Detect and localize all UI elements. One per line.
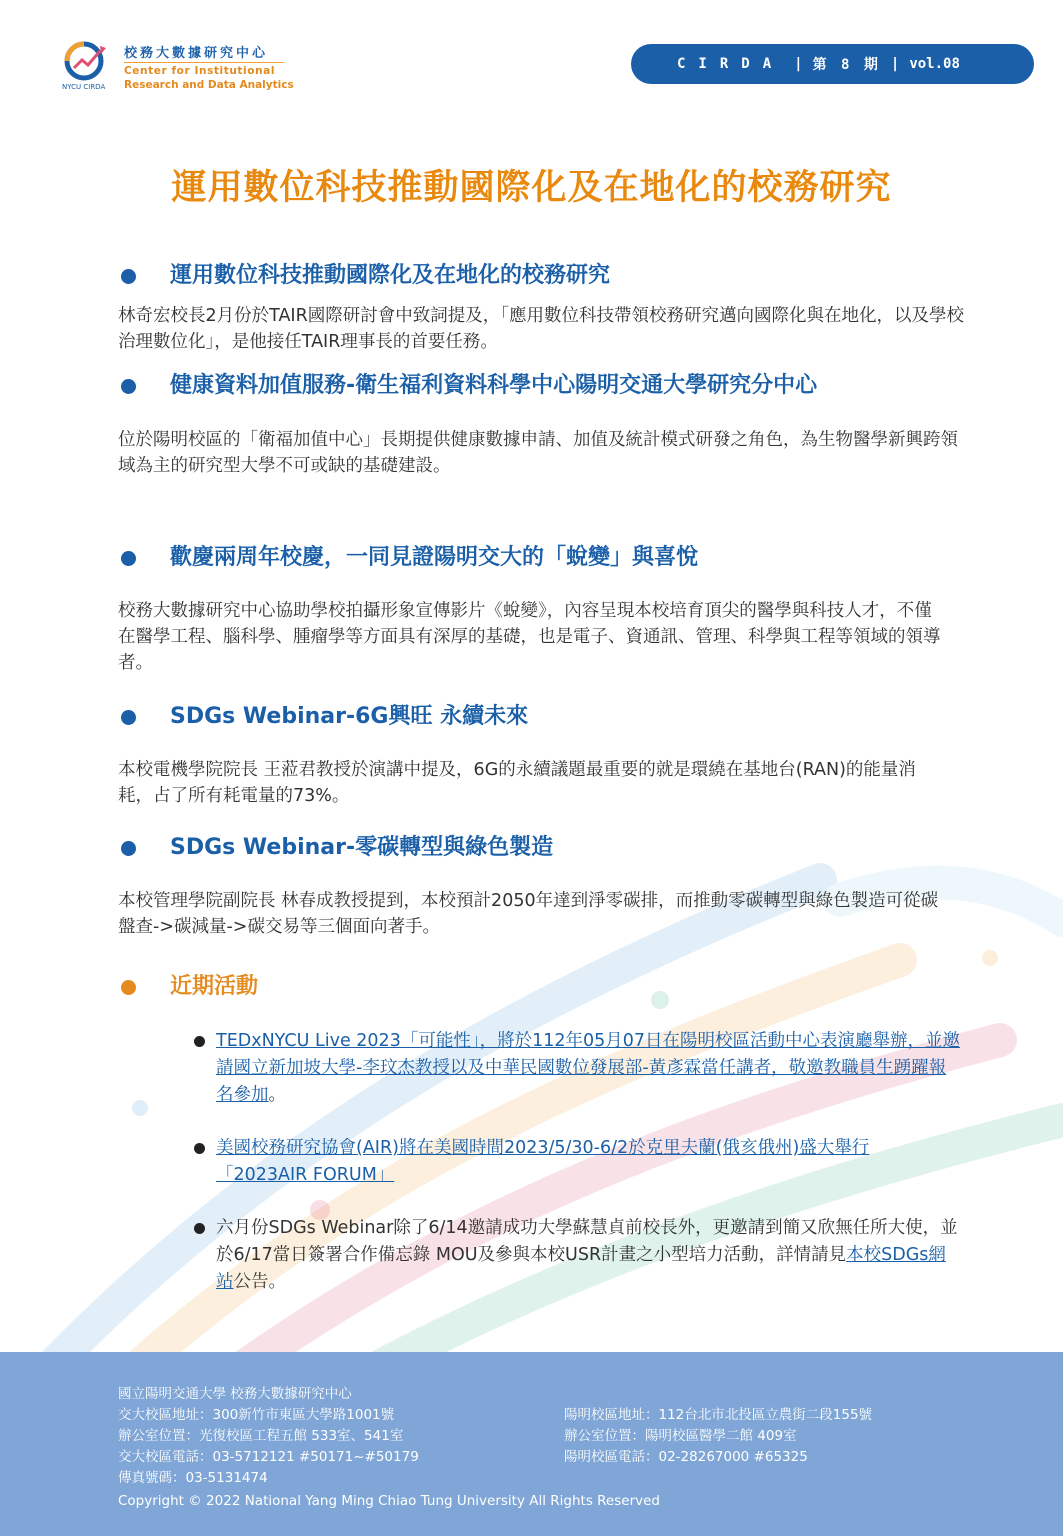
event-list xyxy=(190,1028,960,1296)
issue-number: 第 8 期 xyxy=(812,57,881,73)
section-body: 林奇宏校長2月份於TAIR國際研討會中致詞提及，「應用數位科技帶領校務研究邁向國際化與在地化，以及學校治理數位化」，是他接任TAIR理事長的首要任務。 xyxy=(118,306,965,352)
bullet-icon xyxy=(121,269,136,284)
logo-english-line1: Center for Institutional xyxy=(124,65,276,77)
logo-mark-icon xyxy=(62,40,120,86)
section-body: 校務大數據研究中心協助學校拍攝形象宣傳影片《蛻變》，內容呈現本校培育頂尖的醫學與科技人才，不僅在醫學工程、腦科學、腫瘤學等方面具有深厚的基礎，也是電子、資通訊、管理、科學與工程等領域的領導者。 xyxy=(118,601,941,673)
list-item: 六月份SDGs Webinar除了6/14邀請成功大學蘇慧貞前校長外，更邀請到簡又欣無任所大使，並於6/17當日簽署合作備忘錄 MOU及參與本校USR計畫之小型培力活動，詳情請見本校SDGs網站公告。 xyxy=(190,1215,960,1296)
bullet-icon xyxy=(121,841,136,856)
cirda-logo xyxy=(62,40,292,96)
news-section xyxy=(118,702,968,809)
section-body: 位於陽明校區的「衛福加值中心」長期提供健康數據申請、加值及統計模式研發之角色，為生物醫學新興跨領域為主的研究型大學不可或缺的基礎建設。 xyxy=(118,430,958,476)
logo-abbr: NYCU CIRDA xyxy=(62,83,106,91)
news-section xyxy=(118,261,968,355)
footer-copyright: Copyright © 2022 National Yang Ming Chiao Tung University All Rights Reserved xyxy=(118,1493,660,1509)
section-heading: 運用數位科技推動國際化及在地化的校務研究 xyxy=(118,261,968,291)
section-heading: 歡慶兩周年校慶，一同見證陽明交大的「蛻變」與喜悅 xyxy=(118,543,968,573)
bullet-icon xyxy=(121,710,136,725)
section-body: 本校管理學院副院長 林春成教授提到，本校預計2050年達到淨零碳排，而推動零碳轉型與綠色製造可從碳盤查->碳減量->碳交易等三個面向著手。 xyxy=(118,891,939,937)
bullet-icon xyxy=(121,551,136,566)
section-heading: SDGs Webinar-6G興旺 永續未來 xyxy=(118,702,968,732)
issue-brand: CIRDA xyxy=(677,56,785,72)
bullet-icon xyxy=(121,379,136,394)
news-section xyxy=(118,833,968,940)
logo-english-line2: Research and Data Analytics xyxy=(124,79,294,91)
event-link-tedx[interactable]: TEDxNYCU Live 2023「可能性」，將於112年05月07日在陽明校區活動中心表演廳舉辦，並邀請國立新加坡大學-李玟杰教授以及中華民國數位發展部-黃彥霖當任講者，敬邀教職員生踴躍報名參加 xyxy=(216,1031,961,1105)
bullet-icon xyxy=(194,1036,205,1047)
page-title: 運用數位科技推動國際化及在地化的校務研究 xyxy=(171,168,892,208)
footer-contact-yangming: 陽明校區地址：112台北市北投區立農街二段155號 辦公室位置：陽明校區醫學二館 409室 陽明校區電話：02-28267000 #65325 xyxy=(564,1407,873,1465)
issue-volume: vol.08 xyxy=(909,56,960,72)
bullet-icon xyxy=(194,1223,205,1234)
issue-separator: | xyxy=(890,56,900,72)
section-heading: 近期活動 xyxy=(118,972,968,1002)
bullet-icon xyxy=(121,980,136,995)
news-section xyxy=(118,543,968,676)
logo-chinese-name: 校務大數據研究中心 xyxy=(124,46,269,61)
footer xyxy=(0,1352,1063,1536)
bullet-icon xyxy=(194,1143,205,1154)
list-item: TEDxNYCU Live 2023「可能性」，將於112年05月07日在陽明校區活動中心表演廳舉辦，並邀請國立新加坡大學-李玟杰教授以及中華民國數位發展部-黃彥霖當任講者，敬邀教職員生踴躍報名參加。 xyxy=(190,1028,960,1109)
news-section xyxy=(118,371,968,479)
list-item xyxy=(190,1135,960,1189)
section-heading: 健康資料加值服務-衛生福利資料科學中心陽明交通大學研究分中心 xyxy=(118,371,950,401)
section-heading: SDGs Webinar-零碳轉型與綠色製造 xyxy=(118,833,968,863)
footer-contact-hsinchu: 國立陽明交通大學 校務大數據研究中心 交大校區地址：300新竹市東區大學路1001號 辦公室位置：光復校區工程五館 533室、541室 交大校區電話：03-5712121 #50171~#50179 傳真號碼：03-5131474 xyxy=(118,1386,419,1486)
section-body: 本校電機學院院長 王蒞君教授於演講中提及，6G的永續議題最重要的就是環繞在基地台(RAN)的能量消耗，占了所有耗電量的73%。 xyxy=(118,760,916,806)
logo-divider xyxy=(124,62,284,63)
issue-badge xyxy=(631,44,1034,84)
issue-separator: | xyxy=(794,56,803,72)
sdgs-website-link[interactable]: 本校SDGs網站 xyxy=(216,1245,946,1292)
events-section xyxy=(118,972,968,1002)
event-link-air-forum[interactable]: 美國校務研究協會(AIR)將在美國時間2023/5/30-6/2於克里夫蘭(俄亥俄州)盛大舉行「2023AIR FORUM」 xyxy=(216,1138,870,1185)
